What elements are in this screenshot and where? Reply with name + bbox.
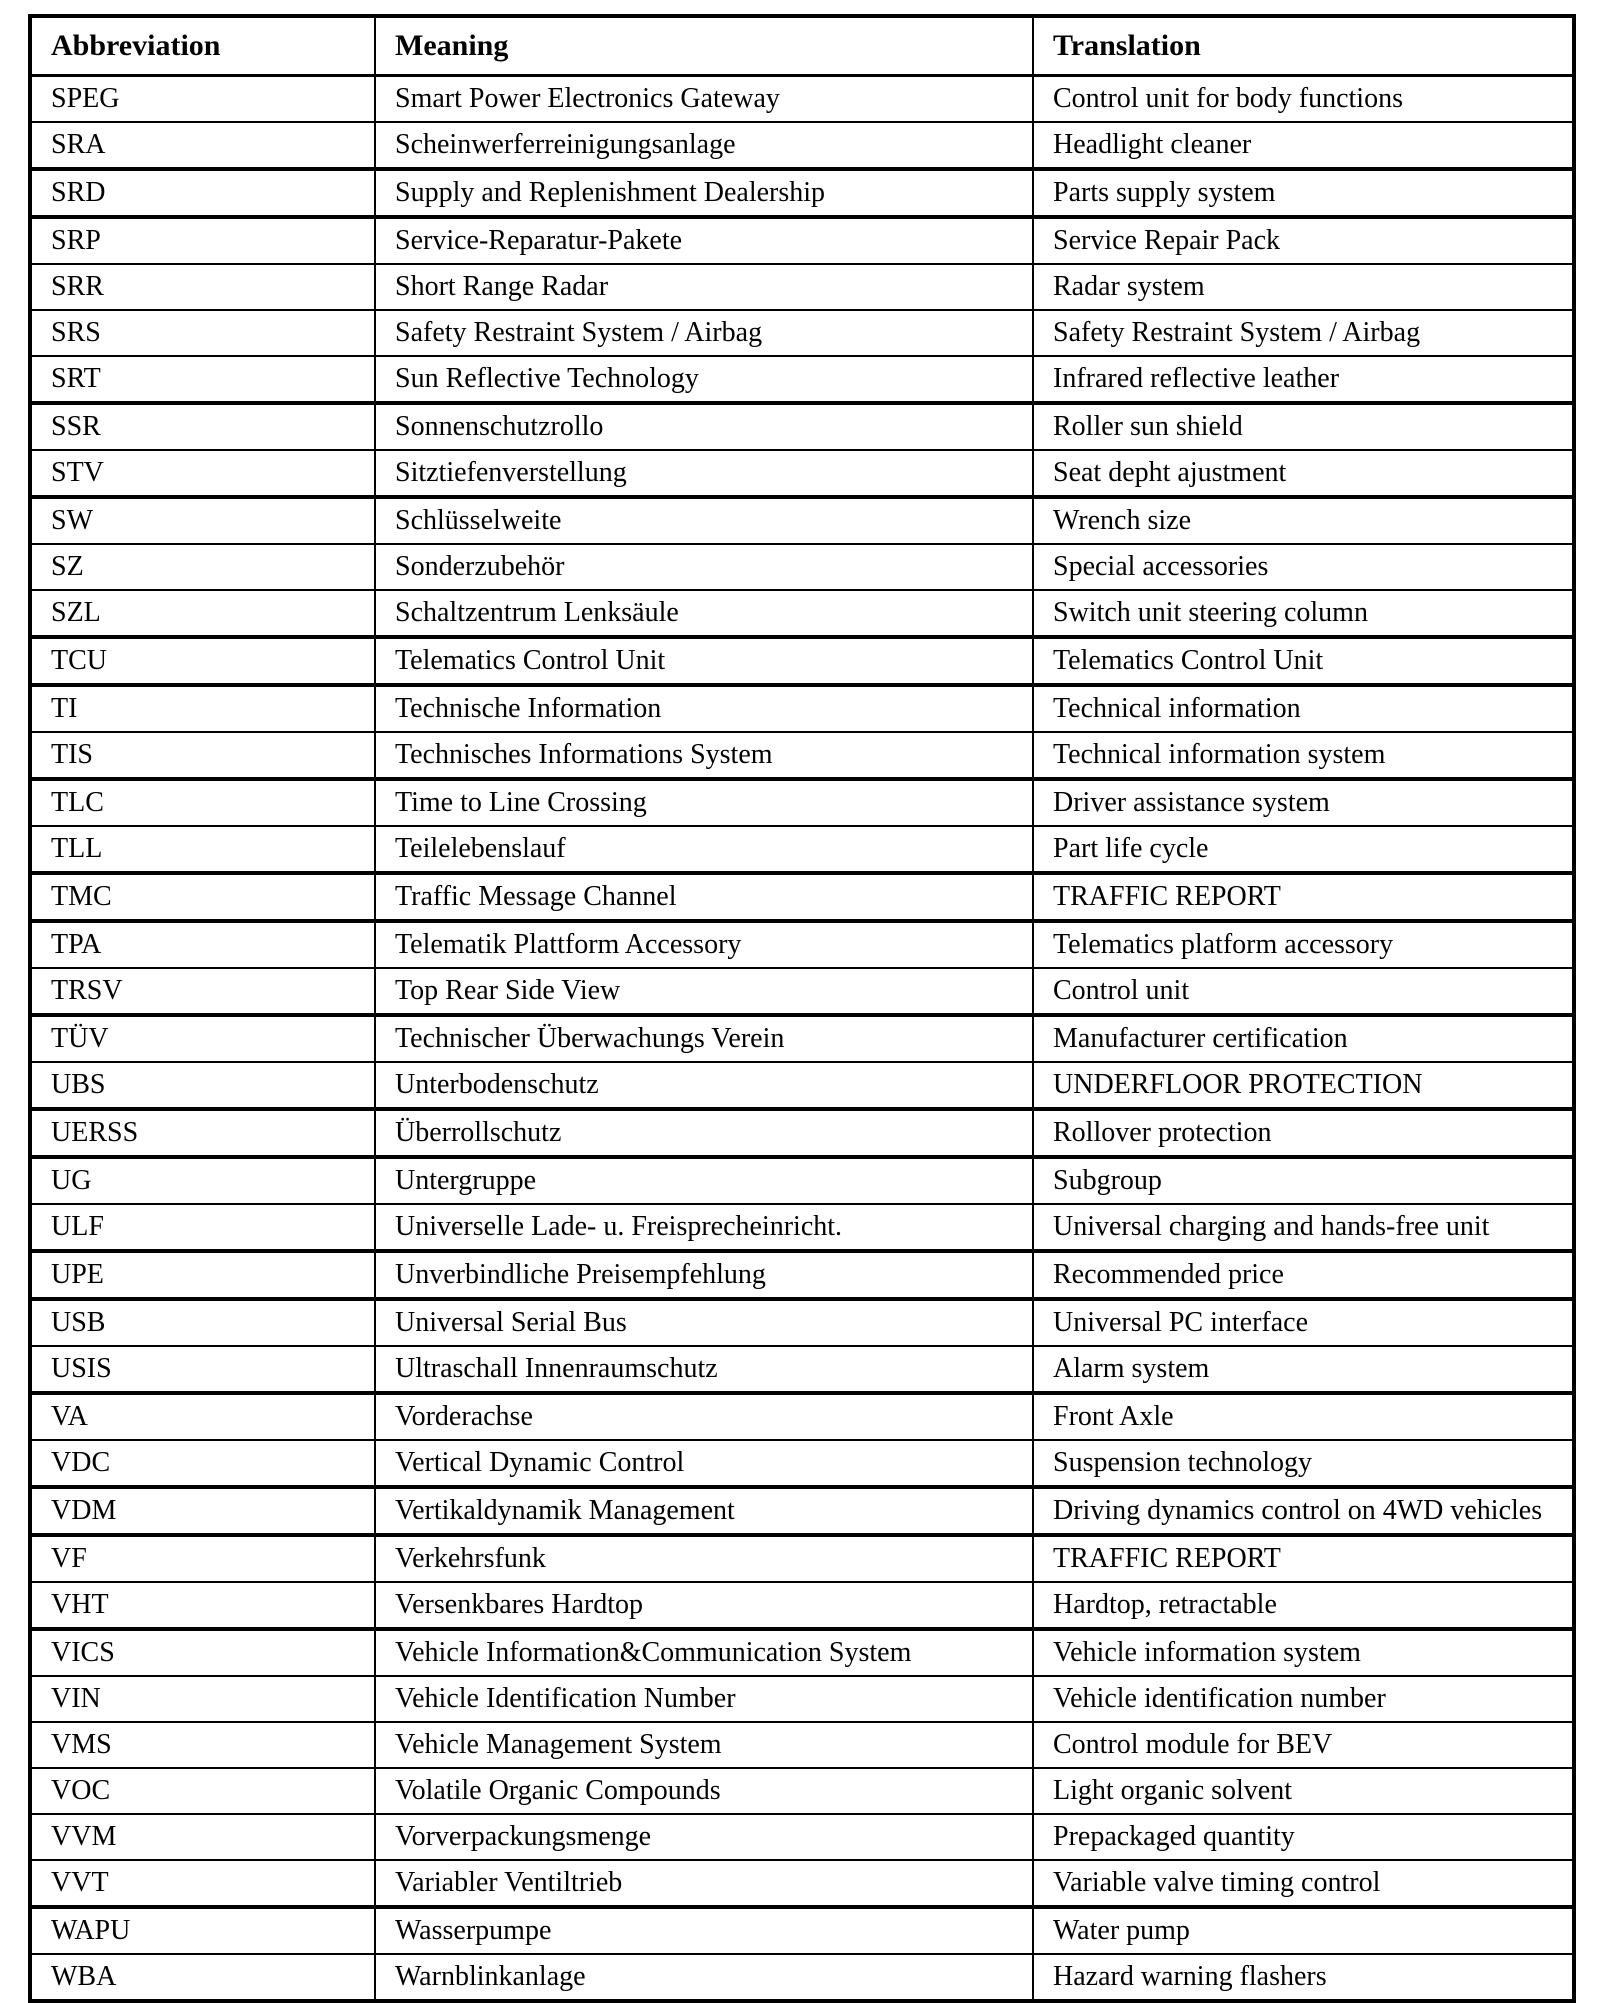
cell-abbreviation: VMS (30, 1722, 375, 1768)
cell-meaning: Unverbindliche Preisempfehlung (375, 1251, 1033, 1299)
table-row (30, 1393, 1574, 1440)
cell-meaning: Variabler Ventiltrieb (375, 1860, 1033, 1907)
cell-abbreviation: SZL (30, 590, 375, 637)
cell-meaning: Service-Reparatur-Pakete (375, 217, 1033, 264)
cell-meaning: Warnblinkanlage (375, 1954, 1033, 2001)
cell-abbreviation: TIS (30, 732, 375, 779)
cell-meaning: Verkehrsfunk (375, 1535, 1033, 1582)
table-row (30, 921, 1574, 968)
cell-meaning: Schlüsselweite (375, 497, 1033, 544)
table-row (30, 1109, 1574, 1157)
cell-meaning: Vehicle Information&Communication System (375, 1629, 1033, 1676)
cell-translation: TRAFFIC REPORT (1033, 1535, 1574, 1582)
table-body (30, 76, 1574, 2002)
cell-abbreviation: VVM (30, 1814, 375, 1860)
table-row (30, 1062, 1574, 1109)
table-row (30, 1722, 1574, 1768)
table-row (30, 1204, 1574, 1251)
cell-abbreviation: TÜV (30, 1015, 375, 1062)
table-row (30, 826, 1574, 873)
cell-abbreviation: USB (30, 1299, 375, 1346)
table-row (30, 1487, 1574, 1535)
cell-translation: Parts supply system (1033, 169, 1574, 217)
table-row (30, 685, 1574, 732)
cell-abbreviation: TPA (30, 921, 375, 968)
cell-translation: Water pump (1033, 1907, 1574, 1954)
column-header-meaning: Meaning (375, 16, 1033, 76)
table-row (30, 497, 1574, 544)
cell-translation: Seat depht ajustment (1033, 450, 1574, 497)
cell-abbreviation: SRT (30, 356, 375, 403)
cell-abbreviation: TMC (30, 873, 375, 921)
table-row (30, 1440, 1574, 1487)
cell-meaning: Universal Serial Bus (375, 1299, 1033, 1346)
cell-abbreviation: VDC (30, 1440, 375, 1487)
cell-abbreviation: SRR (30, 264, 375, 310)
table-row (30, 1535, 1574, 1582)
cell-meaning: Sun Reflective Technology (375, 356, 1033, 403)
table-row (30, 1299, 1574, 1346)
cell-abbreviation: WAPU (30, 1907, 375, 1954)
table-row (30, 264, 1574, 310)
cell-translation: Control unit for body functions (1033, 76, 1574, 123)
table-row (30, 873, 1574, 921)
cell-meaning: Sitztiefenverstellung (375, 450, 1033, 497)
cell-meaning: Traffic Message Channel (375, 873, 1033, 921)
cell-translation: Subgroup (1033, 1157, 1574, 1204)
cell-meaning: Vehicle Management System (375, 1722, 1033, 1768)
cell-translation: Part life cycle (1033, 826, 1574, 873)
table-row (30, 1907, 1574, 1954)
table-row (30, 544, 1574, 590)
cell-translation: Technical information (1033, 685, 1574, 732)
cell-meaning: Sonnenschutzrollo (375, 403, 1033, 450)
cell-translation: Recommended price (1033, 1251, 1574, 1299)
cell-meaning: Versenkbares Hardtop (375, 1582, 1033, 1629)
cell-translation: UNDERFLOOR PROTECTION (1033, 1062, 1574, 1109)
cell-abbreviation: UERSS (30, 1109, 375, 1157)
cell-translation: Safety Restraint System / Airbag (1033, 310, 1574, 356)
cell-translation: Universal PC interface (1033, 1299, 1574, 1346)
table-row (30, 1676, 1574, 1722)
cell-translation: Telematics Control Unit (1033, 637, 1574, 685)
cell-meaning: Schaltzentrum Lenksäule (375, 590, 1033, 637)
cell-abbreviation: UG (30, 1157, 375, 1204)
cell-abbreviation: SW (30, 497, 375, 544)
cell-translation: Vehicle information system (1033, 1629, 1574, 1676)
cell-abbreviation: WBA (30, 1954, 375, 2001)
cell-abbreviation: VICS (30, 1629, 375, 1676)
table-row (30, 217, 1574, 264)
cell-meaning: Scheinwerferreinigungsanlage (375, 122, 1033, 169)
cell-meaning: Supply and Replenishment Dealership (375, 169, 1033, 217)
cell-translation: Variable valve timing control (1033, 1860, 1574, 1907)
table-row (30, 169, 1574, 217)
cell-abbreviation: VOC (30, 1768, 375, 1814)
cell-translation: Roller sun shield (1033, 403, 1574, 450)
cell-meaning: Ultraschall Innenraumschutz (375, 1346, 1033, 1393)
cell-abbreviation: UBS (30, 1062, 375, 1109)
cell-abbreviation: VIN (30, 1676, 375, 1722)
column-header-translation: Translation (1033, 16, 1574, 76)
cell-abbreviation: SSR (30, 403, 375, 450)
cell-translation: Prepackaged quantity (1033, 1814, 1574, 1860)
cell-abbreviation: VDM (30, 1487, 375, 1535)
cell-abbreviation: TI (30, 685, 375, 732)
cell-abbreviation: TCU (30, 637, 375, 685)
cell-abbreviation: SRA (30, 122, 375, 169)
cell-translation: Hardtop, retractable (1033, 1582, 1574, 1629)
cell-translation: Universal charging and hands-free unit (1033, 1204, 1574, 1251)
cell-abbreviation: UPE (30, 1251, 375, 1299)
cell-meaning: Untergruppe (375, 1157, 1033, 1204)
cell-meaning: Vehicle Identification Number (375, 1676, 1033, 1722)
table-row (30, 732, 1574, 779)
cell-abbreviation: STV (30, 450, 375, 497)
table-row (30, 1768, 1574, 1814)
cell-translation: Special accessories (1033, 544, 1574, 590)
table-row (30, 779, 1574, 826)
cell-translation: Driver assistance system (1033, 779, 1574, 826)
cell-translation: Telematics platform accessory (1033, 921, 1574, 968)
cell-meaning: Technisches Informations System (375, 732, 1033, 779)
cell-translation: Alarm system (1033, 1346, 1574, 1393)
cell-meaning: Volatile Organic Compounds (375, 1768, 1033, 1814)
cell-translation: Driving dynamics control on 4WD vehicles (1033, 1487, 1574, 1535)
cell-translation: Radar system (1033, 264, 1574, 310)
cell-meaning: Überrollschutz (375, 1109, 1033, 1157)
cell-meaning: Top Rear Side View (375, 968, 1033, 1015)
cell-abbreviation: SZ (30, 544, 375, 590)
table-row (30, 310, 1574, 356)
table-row (30, 450, 1574, 497)
table-row (30, 1157, 1574, 1204)
cell-abbreviation: SRS (30, 310, 375, 356)
table-row (30, 590, 1574, 637)
table-row (30, 1954, 1574, 2001)
cell-meaning: Universelle Lade- u. Freisprecheinricht. (375, 1204, 1033, 1251)
cell-meaning: Technische Information (375, 685, 1033, 732)
cell-translation: Rollover protection (1033, 1109, 1574, 1157)
cell-translation: Infrared reflective leather (1033, 356, 1574, 403)
cell-translation: Manufacturer certification (1033, 1015, 1574, 1062)
table-row (30, 122, 1574, 169)
table-row (30, 1251, 1574, 1299)
cell-meaning: Vorverpackungsmenge (375, 1814, 1033, 1860)
cell-abbreviation: VA (30, 1393, 375, 1440)
cell-translation: Light organic solvent (1033, 1768, 1574, 1814)
cell-abbreviation: USIS (30, 1346, 375, 1393)
table-row (30, 1629, 1574, 1676)
cell-meaning: Vertical Dynamic Control (375, 1440, 1033, 1487)
cell-meaning: Time to Line Crossing (375, 779, 1033, 826)
cell-meaning: Telematics Control Unit (375, 637, 1033, 685)
cell-translation: Hazard warning flashers (1033, 1954, 1574, 2001)
cell-abbreviation: VHT (30, 1582, 375, 1629)
cell-translation: TRAFFIC REPORT (1033, 873, 1574, 921)
cell-meaning: Teilelebenslauf (375, 826, 1033, 873)
abbreviation-table (28, 14, 1576, 2003)
cell-abbreviation: VVT (30, 1860, 375, 1907)
cell-abbreviation: TRSV (30, 968, 375, 1015)
cell-meaning: Unterbodenschutz (375, 1062, 1033, 1109)
cell-meaning: Smart Power Electronics Gateway (375, 76, 1033, 123)
cell-meaning: Telematik Plattform Accessory (375, 921, 1033, 968)
cell-translation: Technical information system (1033, 732, 1574, 779)
table-row (30, 356, 1574, 403)
header-row (30, 16, 1574, 76)
cell-translation: Front Axle (1033, 1393, 1574, 1440)
table-row (30, 637, 1574, 685)
cell-meaning: Vorderachse (375, 1393, 1033, 1440)
cell-meaning: Short Range Radar (375, 264, 1033, 310)
cell-abbreviation: TLC (30, 779, 375, 826)
cell-translation: Switch unit steering column (1033, 590, 1574, 637)
table-row (30, 1015, 1574, 1062)
table-row (30, 1814, 1574, 1860)
cell-meaning: Wasserpumpe (375, 1907, 1033, 1954)
cell-abbreviation: TLL (30, 826, 375, 873)
cell-abbreviation: ULF (30, 1204, 375, 1251)
table-row (30, 403, 1574, 450)
table-row (30, 1582, 1574, 1629)
table-row (30, 76, 1574, 123)
cell-translation: Wrench size (1033, 497, 1574, 544)
table-row (30, 968, 1574, 1015)
cell-abbreviation: SPEG (30, 76, 375, 123)
cell-translation: Headlight cleaner (1033, 122, 1574, 169)
cell-translation: Service Repair Pack (1033, 217, 1574, 264)
cell-abbreviation: VF (30, 1535, 375, 1582)
cell-abbreviation: SRP (30, 217, 375, 264)
cell-translation: Suspension technology (1033, 1440, 1574, 1487)
cell-meaning: Technischer Überwachungs Verein (375, 1015, 1033, 1062)
table-row (30, 1860, 1574, 1907)
cell-translation: Control module for BEV (1033, 1722, 1574, 1768)
cell-meaning: Vertikaldynamik Management (375, 1487, 1033, 1535)
cell-abbreviation: SRD (30, 169, 375, 217)
cell-translation: Vehicle identification number (1033, 1676, 1574, 1722)
cell-meaning: Safety Restraint System / Airbag (375, 310, 1033, 356)
cell-translation: Control unit (1033, 968, 1574, 1015)
column-header-abbreviation: Abbreviation (30, 16, 375, 76)
table-row (30, 1346, 1574, 1393)
cell-meaning: Sonderzubehör (375, 544, 1033, 590)
